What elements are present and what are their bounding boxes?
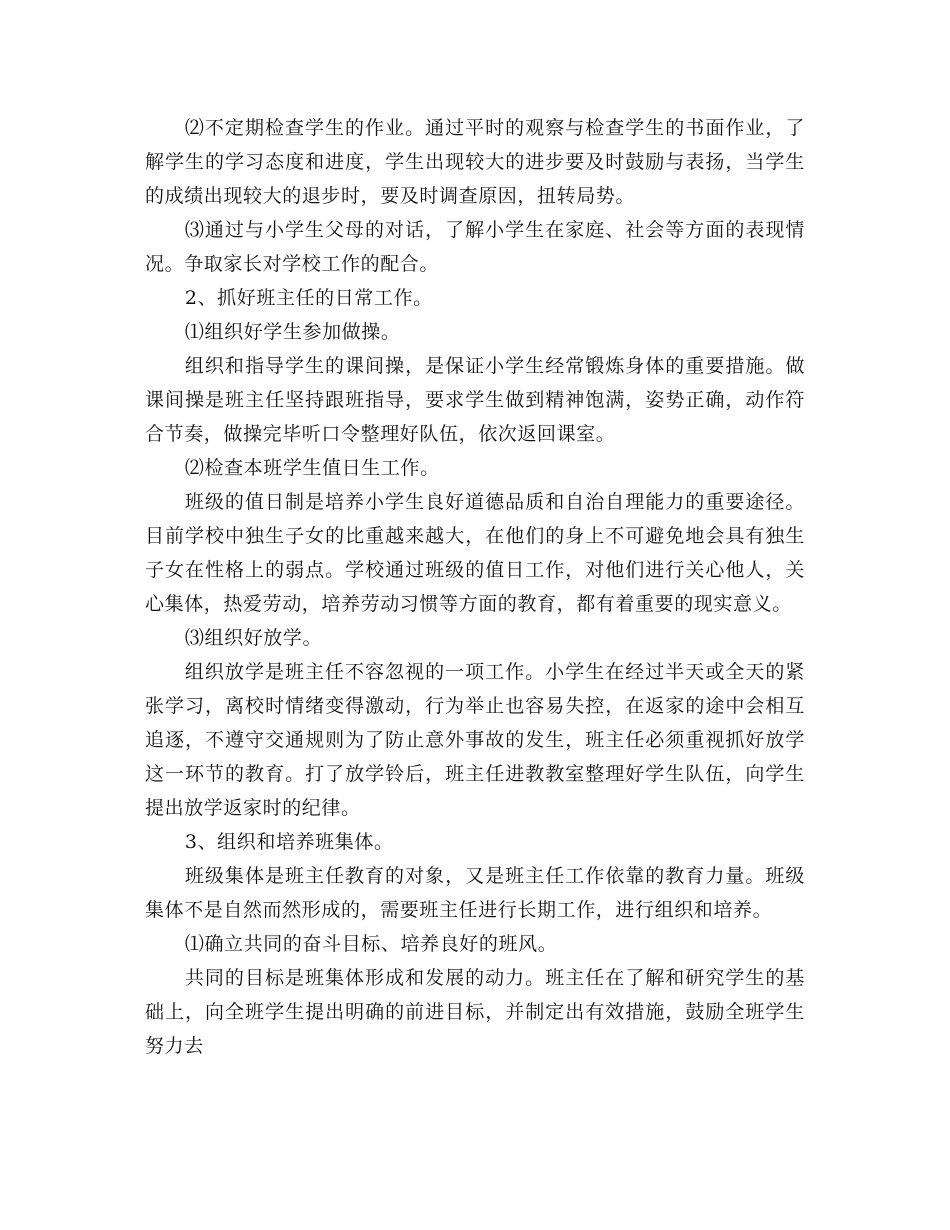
paragraph-collective: 班级集体是班主任教育的对象，又是班主任工作依靠的教育力量。班级集体不是自然而然形成的，需要班主任进行长期工作，进行组织和培养。 (145, 865, 805, 921)
subheading-goals: ⑴确立共同的奋斗目标、培养良好的班风。 (184, 933, 558, 955)
subheading-exercise: ⑴组织好学生参加做操。 (184, 321, 401, 343)
paragraph-duty: 班级的值日制是培养小学生良好道德品质和自治自理能力的重要途径。目前学校中独生子女的比重越来越大，在他们的身上不可避免地会具有独生子女在性格上的弱点。学校通过班级的值日工作，对他们进行关心他人，关心集体，热爱劳动，培养劳动习惯等方面的教育，都有着重要的现实意义。 (145, 491, 805, 615)
paragraph-parent-dialogue: ⑶通过与小学生父母的对话，了解小学生在家庭、社会等方面的表现情况。争取家长对学校工作的配合。 (145, 219, 805, 275)
subheading-dismissal: ⑶组织好放学。 (184, 627, 323, 649)
paragraph-homework-check: ⑵不定期检查学生的作业。通过平时的观察与检查学生的书面作业，了解学生的学习态度和进度，学生出现较大的进步要及时鼓励与表扬，当学生的成绩出现较大的退步时，要及时调查原因，扭转局势。 (145, 117, 805, 207)
section-heading-collective: 3、组织和培养班集体。 (184, 831, 394, 853)
section-heading-daily-work: 2、抓好班主任的日常工作。 (184, 287, 433, 309)
paragraph-exercise: 组织和指导学生的课间操，是保证小学生经常锻炼身体的重要措施。做课间操是班主任坚持跟班指导，要求学生做到精神饱满，姿势正确，动作符合节奏，做操完毕听口令整理好队伍，依次返回课室。 (145, 355, 805, 445)
paragraph-dismissal: 组织放学是班主任不容忽视的一项工作。小学生在经过半天或全天的紧张学习，离校时情绪变得激动，行为举止也容易失控，在返家的途中会相互追逐，不遵守交通规则为了防止意外事故的发生，班主任必须重视抓好放学这一环节的教育。打了放学铃后，班主任进教教室整理好学生队伍，向学生提出放学返家时的纪律。 (145, 661, 805, 819)
document-body (145, 111, 805, 1063)
subheading-duty: ⑵检查本班学生值日生工作。 (184, 457, 440, 479)
paragraph-goals: 共同的目标是班集体形成和发展的动力。班主任在了解和研究学生的基础上，向全班学生提出明确的前进目标，并制定出有效措施，鼓励全班学生努力去 (145, 967, 805, 1057)
